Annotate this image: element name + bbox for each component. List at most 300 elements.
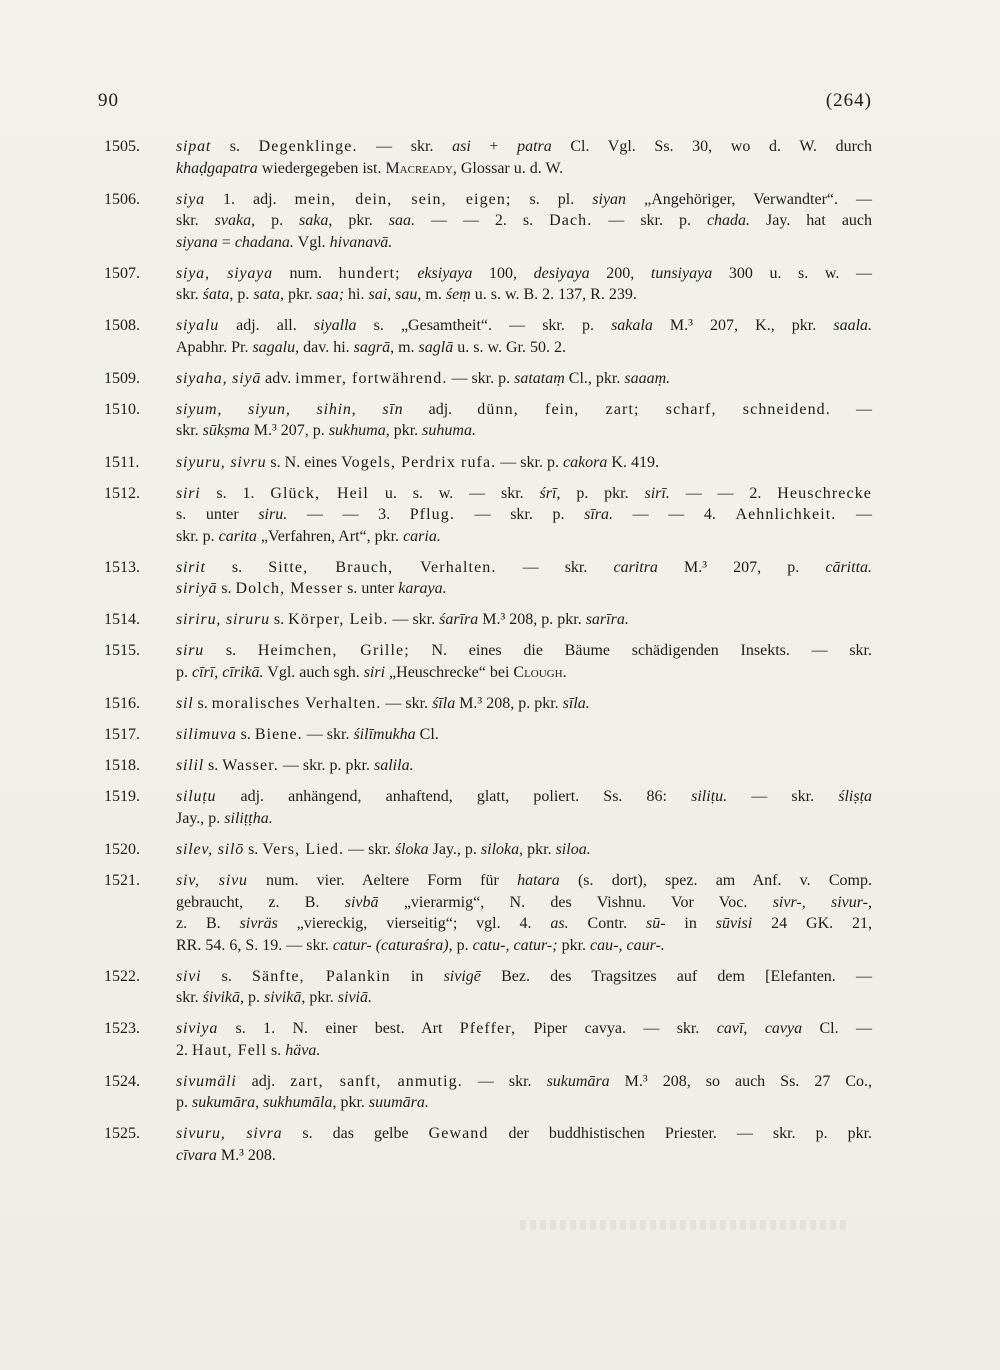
entry-text: s.	[244, 840, 263, 858]
sanskrit-form: caria.	[403, 527, 441, 545]
sanskrit-form: chada.	[706, 212, 751, 230]
entry-text: num.	[272, 264, 339, 282]
gloss-text: Pfeffer,	[459, 1020, 517, 1038]
entry-text: s. unter	[343, 580, 399, 598]
entry-text: p.	[176, 1094, 192, 1112]
entry-text: s.	[211, 138, 259, 155]
headword: sil	[176, 695, 194, 713]
entry-text: Piper cavya. — skr.	[516, 1020, 717, 1038]
entry-line	[176, 189, 872, 211]
sanskrit-form: sivbā	[344, 893, 379, 911]
entry-line	[176, 693, 872, 715]
entry-text: pkr.	[557, 936, 591, 954]
entry-line	[176, 1071, 872, 1093]
sanskrit-form: sūkṣma	[202, 422, 250, 440]
sanskrit-form: saa;	[316, 286, 345, 304]
entry-text: N. eines die Bäume schädigenden Insekts. — skr.	[409, 642, 873, 660]
entry-text: ,	[743, 1020, 765, 1038]
entry-text: , dav. hi.	[295, 338, 354, 356]
entry-number: 1509.	[104, 369, 140, 387]
dictionary-entry	[96, 640, 872, 683]
entry-text: Cl. Vgl. Ss. 30, wo d. W. durch	[551, 138, 873, 155]
entry-text: in	[665, 915, 716, 932]
gloss-text: Heuschrecke	[777, 484, 872, 502]
gloss-text: Dach.	[549, 212, 593, 230]
entry-text: u. s. w. — skr.	[368, 484, 540, 502]
dictionary-entry	[96, 609, 872, 631]
entry-text: gebraucht, z. B.	[176, 893, 345, 911]
headword: siriyā	[176, 580, 218, 598]
headword: siyalu	[176, 317, 220, 335]
gloss-text: moralisches Verhalten.	[211, 695, 382, 713]
entry-text: 100,	[472, 264, 534, 282]
dictionary-entry	[96, 755, 872, 777]
entry-text: s.	[201, 967, 253, 985]
gloss-text: mein, dein, sein, eigen;	[294, 190, 512, 208]
entry-text: , pkr.	[519, 840, 556, 858]
entry-text: s.	[205, 558, 269, 576]
dictionary-entry	[96, 136, 872, 179]
sanskrit-form: sivigē	[443, 967, 481, 985]
entry-line	[176, 913, 872, 935]
entry-text: Vgl.	[293, 233, 330, 251]
sanskrit-form: sagrā	[353, 338, 391, 356]
sanskrit-form: sivr-, sivur-,	[772, 893, 873, 911]
entry-text: — skr.	[344, 840, 395, 858]
sanskrit-form: suumāra.	[368, 1094, 429, 1112]
author-name: Macready	[385, 159, 453, 177]
dictionary-entry	[96, 693, 872, 715]
entry-line	[176, 337, 872, 359]
entry-line	[176, 578, 872, 600]
entry-text: =	[217, 233, 235, 251]
sanskrit-form: cavī	[716, 1020, 744, 1038]
entry-text: in	[390, 967, 444, 985]
entry-line	[176, 368, 872, 390]
entry-text: M.³ 208, p. pkr.	[455, 695, 563, 713]
entry-text: s. N. eines	[266, 453, 342, 471]
entry-text: s.	[193, 695, 212, 713]
entry-text: M.³ 207, K., pkr.	[652, 317, 834, 335]
sanskrit-form: sivikā	[264, 989, 302, 1007]
entry-number: 1505.	[104, 138, 140, 155]
entry-text: u. s. w. B. 2. 137, R. 239.	[470, 286, 637, 304]
entry-line	[176, 1092, 872, 1114]
entry-text: skr.	[176, 286, 203, 304]
gloss-text: Aehnlichkeit.	[735, 506, 837, 524]
sanskrit-form: desiyaya	[533, 264, 590, 282]
dictionary-entry	[96, 189, 872, 254]
entry-line	[176, 1145, 872, 1167]
sanskrit-form: śivikā	[202, 989, 240, 1007]
gloss-text: Degenklinge.	[258, 138, 358, 155]
entry-text: der buddhistischen Priester. — skr. p. pkr.	[488, 1125, 873, 1143]
dictionary-entry	[96, 870, 872, 956]
sanskrit-form: eksiyaya	[417, 264, 473, 282]
entry-text: — skr. p.	[454, 506, 585, 524]
sanskrit-form: siyana	[176, 233, 218, 251]
sanskrit-form: saaaṃ.	[624, 369, 671, 387]
entry-line	[176, 987, 872, 1009]
entry-text: 24 GK. 21,	[752, 915, 873, 932]
sanskrit-form: svaka	[214, 212, 252, 230]
sanskrit-form: saa.	[388, 212, 416, 230]
entry-text: , Glossar u. d. W.	[452, 159, 564, 177]
dictionary-entry	[96, 557, 872, 600]
entry-text: skr.	[176, 989, 203, 1007]
headword: siri	[176, 484, 201, 502]
headword: sipat	[176, 138, 212, 155]
dictionary-entry	[96, 399, 872, 442]
entry-text: „Verfahren, Art“, pkr.	[256, 527, 404, 545]
entry-line	[176, 557, 872, 579]
gloss-text: Vers, Lied.	[262, 840, 345, 858]
entry-text: skr. p.	[176, 527, 219, 545]
entry-text: — skr. p.	[592, 212, 707, 230]
sanskrit-form: śīla	[432, 695, 456, 713]
entry-text: , p.	[240, 989, 264, 1007]
sanskrit-form: saglā	[418, 338, 454, 356]
entry-text: , pkr.	[385, 422, 423, 440]
entry-text: s.	[204, 642, 258, 660]
entry-text: , m.	[417, 286, 446, 304]
sanskrit-form: sīra.	[584, 506, 613, 524]
sanskrit-form: śliṣṭa	[838, 788, 873, 806]
sanskrit-form: chadana.	[234, 233, 294, 251]
sanskrit-form: śeṃ	[445, 286, 471, 304]
headword: siya, siyaya	[176, 264, 273, 282]
gloss-text: zart, sanft, anmutig.	[290, 1072, 463, 1090]
entry-line	[176, 315, 872, 337]
entry-number: 1517.	[104, 726, 140, 744]
entry-number: 1525.	[104, 1125, 140, 1143]
entry-number: 1515.	[104, 642, 140, 660]
sanskrit-form: cāritta.	[825, 558, 873, 576]
entry-text: Cl. —	[802, 1020, 873, 1038]
sanskrit-form: catur- (caturaśra)	[332, 936, 449, 954]
dictionary-entry	[96, 786, 872, 829]
dictionary-entry	[96, 1123, 872, 1166]
entry-line	[176, 1123, 872, 1145]
entry-text: — skr.	[496, 558, 614, 576]
sanskrit-form: khaḍgapatra	[176, 159, 258, 177]
gloss-text: Sänfte, Palankin	[252, 967, 391, 985]
entry-text: , pkr.	[328, 212, 389, 230]
sanskrit-form: catu-, catur-;	[472, 936, 558, 954]
dictionary-entry	[96, 1071, 872, 1114]
entry-text: adj.	[236, 1072, 291, 1090]
entry-line	[176, 1018, 872, 1040]
bleed-through-text	[520, 1220, 850, 1230]
sanskrit-form: cīrī, cīrikā.	[192, 663, 264, 681]
dictionary-entry	[96, 966, 872, 1009]
entry-number: 1520.	[104, 840, 140, 858]
sanskrit-form: cau-, caur-.	[590, 936, 665, 954]
gloss-text: Körper, Leib.	[288, 611, 389, 629]
sanskrit-form: śloka	[394, 840, 429, 858]
headword: sirit	[176, 558, 206, 576]
section-number: (264)	[825, 90, 872, 111]
entry-text: — — 3.	[287, 506, 410, 524]
sanskrit-form: salila.	[374, 757, 414, 775]
entry-line	[176, 935, 872, 957]
entry-text: 300 u. s. w. —	[712, 264, 873, 282]
sanskrit-form: asi	[452, 138, 471, 155]
entry-line	[176, 483, 872, 505]
entry-number: 1523.	[104, 1020, 140, 1038]
entry-text: Jay., p.	[176, 809, 225, 827]
entry-line	[176, 136, 872, 158]
headword: sivuru, sivra	[176, 1125, 283, 1143]
sanskrit-form: cīvara	[176, 1146, 217, 1164]
entry-text: s. unter	[176, 506, 259, 524]
entry-text: Vgl. auch sgh.	[263, 663, 364, 681]
entry-text: — skr. p.	[447, 369, 515, 387]
entry-line	[176, 158, 872, 180]
entry-text: M.³ 208, so auch Ss. 27 Co.,	[609, 1072, 873, 1090]
entry-number: 1524.	[104, 1072, 140, 1090]
entry-text: M.³ 207, p.	[249, 422, 329, 440]
entry-line	[176, 1040, 872, 1062]
gloss-text: Sitte, Brauch, Verhalten.	[268, 558, 497, 576]
headword: siyaha, siyā	[176, 369, 262, 387]
sanskrit-form: siyalla	[313, 317, 357, 335]
gloss-text: hundert;	[338, 264, 401, 282]
headword: siluṭu	[176, 788, 217, 806]
gloss-text: Wasser.	[222, 757, 279, 775]
entry-number: 1511.	[104, 453, 140, 471]
sanskrit-form: suhuma.	[422, 422, 476, 440]
sanskrit-form: hivanavā.	[329, 233, 393, 251]
entry-text: — — 2.	[669, 484, 778, 502]
entry-number: 1507.	[104, 264, 140, 282]
sanskrit-form: sukumāra	[546, 1072, 610, 1090]
sanskrit-form: siru.	[258, 506, 288, 524]
sanskrit-form: siliṭu.	[691, 788, 728, 806]
sanskrit-form: siyan	[592, 190, 627, 208]
entry-line	[176, 662, 872, 684]
entry-text: „Heuschrecke“ bei	[385, 663, 514, 681]
entry-text: , pkr.	[301, 989, 338, 1007]
headword: silil	[176, 757, 205, 775]
gloss-text: Glück, Heil	[270, 484, 369, 502]
sanskrit-form: śilīmukha	[353, 726, 416, 744]
headword: siviya	[176, 1020, 219, 1038]
entry-number: 1518.	[104, 757, 140, 775]
entry-line	[176, 966, 872, 988]
dictionary-entry	[96, 263, 872, 306]
dictionary-entry	[96, 452, 872, 474]
entry-text	[401, 265, 418, 282]
entry-line	[176, 232, 872, 254]
entry-number: 1514.	[104, 611, 140, 629]
gloss-text: immer, fortwährend.	[295, 369, 448, 387]
headword: sivi	[176, 967, 202, 985]
sanskrit-form: häva.	[285, 1041, 321, 1059]
entry-text: Cl.	[415, 726, 439, 744]
entry-line	[176, 609, 872, 631]
entry-text: wiedergegeben ist.	[257, 159, 386, 177]
headword: sivumäli	[176, 1072, 237, 1090]
entry-text: adj.	[403, 400, 478, 418]
entry-text: — skr.	[381, 695, 433, 713]
entry-text: skr.	[176, 422, 203, 440]
entry-text: , m.	[390, 338, 419, 356]
entry-text: K. 419.	[607, 453, 659, 471]
entry-number: 1512.	[104, 484, 140, 502]
sanskrit-form: sīla.	[562, 695, 590, 713]
entry-line	[176, 399, 872, 421]
sanskrit-form: sivräs	[239, 915, 278, 932]
entry-text: s. das gelbe	[282, 1125, 429, 1143]
gloss-text: Haut, Fell	[192, 1041, 267, 1059]
sanskrit-form: carita	[218, 527, 257, 545]
dictionary-entry	[96, 483, 872, 548]
sanskrit-form: caritra	[613, 558, 658, 576]
entry-text: Cl., pkr.	[564, 369, 625, 387]
gloss-text: Biene.	[254, 726, 303, 744]
sanskrit-form: satataṃ	[514, 369, 565, 387]
sanskrit-form: siri	[363, 663, 386, 681]
page-header	[98, 90, 872, 116]
sanskrit-form: sirī.	[644, 484, 670, 502]
entry-line	[176, 284, 872, 306]
entry-line	[176, 526, 872, 548]
entry-text: Contr.	[568, 915, 646, 932]
sanskrit-form: as.	[550, 915, 569, 932]
entry-number: 1522.	[104, 967, 140, 985]
sanskrit-form: tunsiyaya	[650, 264, 713, 282]
entry-text: —	[836, 506, 873, 524]
sanskrit-form: siloka	[480, 840, 520, 858]
sanskrit-form: sūvisi	[715, 915, 753, 932]
entry-text: Apabhr. Pr.	[176, 338, 253, 356]
entry-text: Bez. des Tragsitzes auf dem [Elefanten. —	[480, 967, 872, 985]
entry-number: 1510.	[104, 400, 140, 418]
entry-text: adv.	[261, 369, 296, 387]
entry-text: +	[470, 138, 518, 155]
sanskrit-form: hatara	[517, 872, 560, 889]
entry-text: 2.	[176, 1041, 192, 1059]
entry-text: s. 1.	[200, 484, 271, 502]
entry-text: — skr.	[302, 726, 354, 744]
entry-text: — skr.	[727, 788, 839, 806]
entry-text: 200,	[589, 264, 651, 282]
headword: siriru, siruru	[176, 611, 270, 629]
sanskrit-form: sukhuma	[328, 422, 386, 440]
sanskrit-form: sū-	[645, 915, 666, 932]
entry-line	[176, 808, 872, 830]
entry-text: , p.	[251, 212, 300, 230]
entry-text: adj. anhängend, anhaftend, glatt, poliert. Ss. 86:	[216, 788, 692, 806]
entry-number: 1521.	[104, 872, 140, 889]
entry-text: — skr.	[357, 138, 453, 155]
sanskrit-form: siloa.	[555, 840, 591, 858]
entry-text: (s. dort), spez. am Anf. v. Comp.	[559, 872, 872, 889]
entry-text: — — 2. s.	[415, 212, 550, 230]
sanskrit-form: saala.	[833, 317, 873, 335]
gloss-text: Dolch, Messer	[235, 580, 344, 598]
entry-text: , p.	[229, 286, 254, 304]
entry-line	[176, 892, 872, 914]
entry-line	[176, 724, 872, 746]
entry-text: s.	[269, 611, 289, 629]
entry-text: „viereckig, vierseitig“; vgl. 4.	[277, 915, 551, 932]
sanskrit-form: patra	[517, 138, 552, 155]
headword: silimuva	[176, 726, 237, 744]
entry-text: — skr. p. pkr.	[278, 757, 374, 775]
sanskrit-form: śrī	[539, 484, 557, 502]
page-number: 90	[98, 90, 119, 111]
entry-line	[176, 839, 872, 861]
entry-line	[176, 263, 872, 285]
headword: siyum, siyun, sihin, sīn	[176, 400, 404, 418]
entry-text: s. 1. N. einer best. Art	[218, 1020, 460, 1038]
dictionary-entries	[96, 136, 872, 1176]
entry-text: s.	[204, 757, 223, 775]
entry-text: RR. 54. 6, S. 19. — skr.	[176, 936, 333, 954]
entry-text: , pkr.	[280, 286, 317, 304]
entry-line	[176, 640, 872, 662]
entry-text: —	[830, 400, 873, 418]
sanskrit-form: saka	[299, 212, 329, 230]
entry-text: M.³ 207, p.	[657, 558, 826, 576]
sanskrit-form: cavya	[764, 1020, 803, 1038]
sanskrit-form: sarīra.	[585, 611, 629, 629]
entry-line	[176, 210, 872, 232]
headword: siya	[176, 190, 205, 208]
gloss-text: Pflug.	[409, 506, 455, 524]
entry-text: .	[562, 663, 567, 681]
sanskrit-form: sai, sau	[368, 286, 418, 304]
entry-text: „vierarmig“, N. des Vishnu. Vor Voc.	[378, 893, 773, 911]
gloss-text: Gewand	[428, 1125, 489, 1143]
entry-line	[176, 870, 872, 892]
entry-text: , pkr.	[332, 1094, 369, 1112]
entry-text: „Angehöriger, Verwandter“. —	[626, 190, 873, 208]
entry-text: num. vier. Aeltere Form für	[247, 872, 518, 889]
entry-text: Jay. hat auch	[750, 212, 873, 230]
gloss-text: Vogels, Perdrix rufa.	[341, 453, 497, 471]
dictionary-entry	[96, 368, 872, 390]
headword: siyuru, sivru	[176, 453, 267, 471]
entry-text: s. „Gesamtheit“. — skr. p.	[356, 317, 612, 335]
sanskrit-form: śata	[202, 286, 230, 304]
headword: siv, sivu	[176, 872, 248, 889]
sanskrit-form: sagalu	[252, 338, 296, 356]
entry-text: , p. pkr.	[556, 484, 645, 502]
entry-text: — skr. p.	[496, 453, 563, 471]
entry-text: adj. all.	[219, 317, 314, 335]
entry-text: M.³ 208, p. pkr.	[478, 611, 586, 629]
entry-text: z. B.	[176, 915, 240, 932]
sanskrit-form: karaya.	[398, 580, 447, 598]
entry-text: hi.	[344, 286, 369, 304]
entry-text: — skr.	[388, 611, 440, 629]
gloss-text: Heimchen, Grille;	[257, 642, 410, 660]
entry-text: — skr.	[462, 1072, 547, 1090]
entry-number: 1506.	[104, 190, 140, 208]
entry-text: , p.	[448, 936, 473, 954]
sanskrit-form: śarīra	[439, 611, 479, 629]
entry-text: M.³ 208.	[216, 1146, 276, 1164]
entry-text: s.	[236, 726, 255, 744]
entry-text: s. pl.	[511, 190, 593, 208]
entry-line	[176, 755, 872, 777]
entry-text: — — 4.	[613, 506, 736, 524]
entry-text: s.	[217, 580, 236, 598]
entry-number: 1516.	[104, 695, 140, 713]
